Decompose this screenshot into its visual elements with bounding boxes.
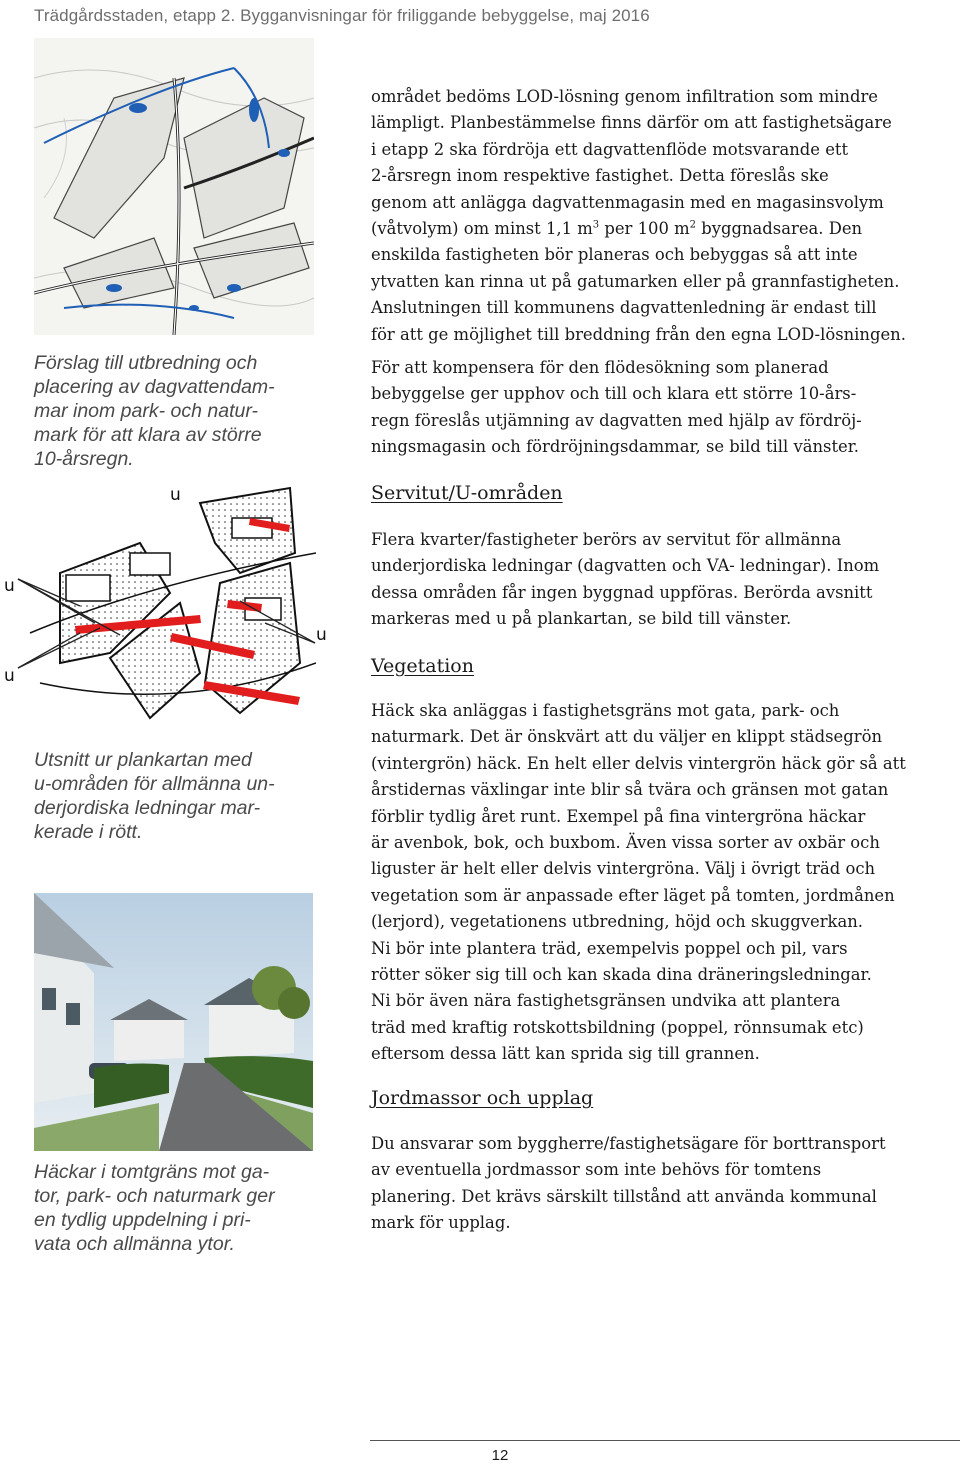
plan-map (0, 483, 316, 738)
stormwater-map (34, 38, 314, 335)
servitut-paragraph: Flera kvarter/fastigheter berörs av servitut för allmänna underjordiska ledningar (dagvatten och VA- ledningar). Inom dessa områden får ingen byggnad uppföras. Berörda avsnitt markeras med u på plankartan, se bild till vänster. (371, 530, 880, 629)
volume-line: (våtvolym) om minst 1,1 $m^3$ per 100 $m^2$ byggnadsarea. Den (371, 219, 863, 239)
footer-rule (370, 1440, 960, 1441)
map-graphic (34, 38, 314, 335)
u-label-right-outside: u (316, 625, 327, 645)
hedge-photo (34, 893, 313, 1151)
compensation-paragraph: För att kompensera för den flödesökning som planerad bebyggelse ger upphov och till och klara ett större 10-års- regn föreslås utjämning av dagvatten med hjälp av fördröj- ningsmagasin och fördröjningsdammar, se bild till vänster. (371, 358, 862, 457)
servitut-heading: Servitut/U-områden (371, 482, 563, 504)
vegetation-paragraph: Häck ska anläggas i fastighetsgräns mot gata, park- och naturmark. Det är önskvärt att du väljer en klippt städsegrön (vintergrön) häck. En helt eller delvis vintergrön häck gör så att årstidernas växlingar inte blir så tvära och gränsen mot gatan förblir tydlig året runt. Exempel på fina vintergröna häckar är avenbok, bok, och buxbom. Även vissa sorter av oxbär och liguster är helt eller delvis vintergröna. Välj i övrigt träd och vegetation som är anpassade efter läget på tomten, jordmånen (lerjord), vegetationens utbredning, höjd och skuggverkan. Ni bör inte plantera träd, exempelvis poppel och pil, vars rötter söker sig till och kan skada dina dräneringsledningar. Ni bör även nära fastighetsgränsen undvika att plantera träd med kraftig rotskottsbildning (poppel, rönnsumak etc) eftersom dessa lätt kan sprida sig till grannen. (371, 701, 906, 1064)
vegetation-heading: Vegetation (371, 655, 474, 677)
map-caption: Förslag till utbredning och placering av dagvattendam- mar inom park- och natur- mark för att klara av större 10-årsregn. (34, 352, 275, 470)
plan-graphic (0, 483, 316, 738)
photo-caption: Häckar i tomtgräns mot ga- tor, park- och naturmark ger en tydlig uppdelning i pri- vata och allmänna ytor. (34, 1161, 275, 1255)
running-header: Trädgårdsstaden, etapp 2. Bygganvisningar för friliggande bebyggelse, maj 2016 (34, 6, 650, 25)
plan-caption: Utsnitt ur plankartan med u-områden för allmänna un- derjordiska ledningar mar- kerade i rött. (34, 749, 275, 843)
intro-paragraph: området bedöms LOD-lösning genom infiltration som mindre lämpligt. Planbestämmelse finns därför om att fastighetsägare i etapp 2 ska fördröja ett dagvattenflöde motsvarande ett 2-årsregn inom respektive fastighet. Detta föreslås ske genom att anlägga dagvattenmagasin med en magasinsvolym (våtvolym) om minst 1,1 $m^3$ per 100 $m^2$ byggnadsarea. Den enskilda fastigheten bör planeras och bebyggas så att inte ytvatten kan rinna ut på gatumarken eller på grannfastigheten. Anslutningen till kommunens dagvattenledning är endast till för att ge möjlighet till breddning från den egna LOD-lösningen. (371, 84, 958, 348)
u-label-left-top: u (4, 576, 15, 596)
jordmassor-heading: Jordmassor och upplag (371, 1087, 594, 1109)
jordmassor-paragraph: Du ansvarar som byggherre/fastighetsägare för borttransport av eventuella jordmassor som inte behövs för tomtens planering. Det krävs särskilt tillstånd att använda kommunal mark för upplag. (371, 1134, 886, 1233)
u-label-left-bottom: u (4, 666, 15, 686)
u-label-top: u (170, 485, 181, 505)
photo-graphic (34, 893, 313, 1151)
page-number: 12 (491, 1447, 509, 1464)
